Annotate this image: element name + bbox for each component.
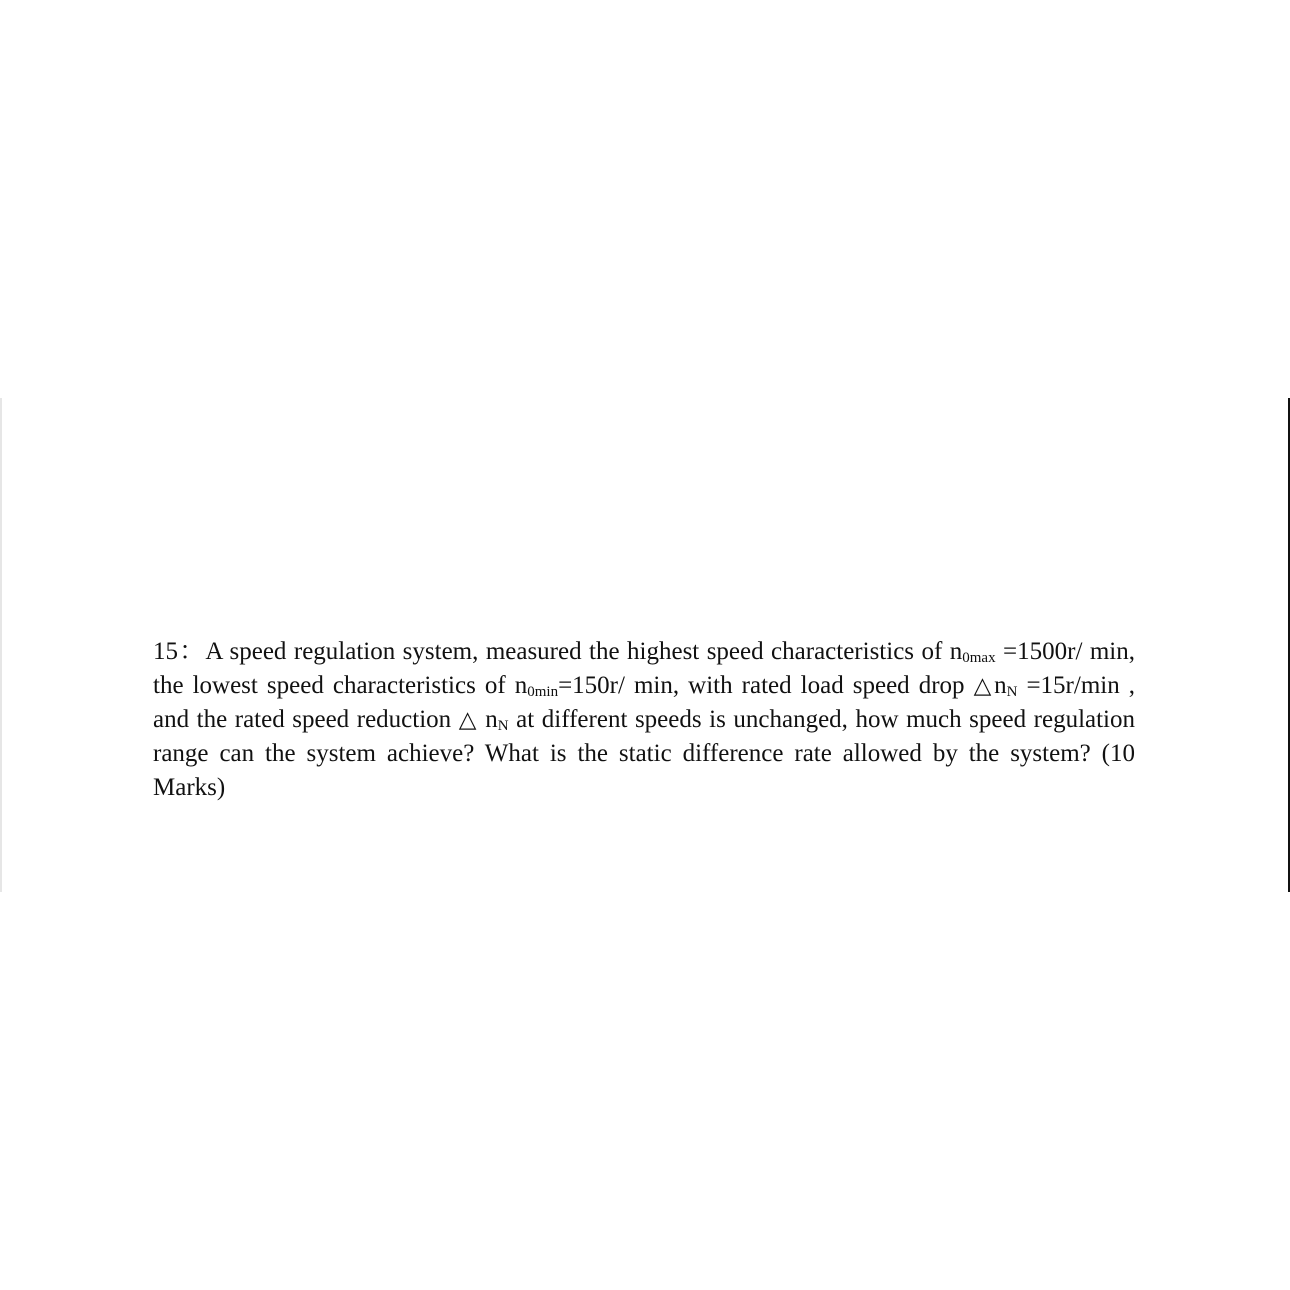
question-text-part-3: =150r/ min, with rated load speed drop: [558, 672, 974, 699]
symbol-n-rated: n: [994, 672, 1007, 699]
page-edge-left: [0, 398, 2, 892]
delta-symbol: △: [973, 673, 995, 699]
question-text-part-2: =1500r/ min, the lowest speed characteristics of: [153, 638, 1135, 699]
question-number: 15: [153, 638, 178, 665]
question-text-part-4: =15r/min , and the rated speed reduction: [153, 672, 1135, 733]
question-text: [153, 635, 1135, 805]
question-text-part-5: at different speeds is unchanged, how much speed regulation range can the system achieve? What is the static difference rate allowed by the system? (10 Marks): [153, 706, 1136, 801]
subscript-n: N: [497, 718, 509, 734]
subscript-n: N: [1006, 684, 1018, 700]
delta-symbol: △: [458, 707, 478, 733]
question-separator: ：: [178, 638, 206, 665]
question-text-part-1: A speed regulation system, measured the highest speed characteristics of: [205, 638, 950, 665]
symbol-n-rated: n: [477, 706, 498, 733]
subscript-0min: 0min: [527, 684, 559, 700]
symbol-n-max: n: [949, 638, 963, 665]
subscript-0max: 0max: [962, 650, 996, 666]
symbol-n-min: n: [514, 672, 528, 699]
